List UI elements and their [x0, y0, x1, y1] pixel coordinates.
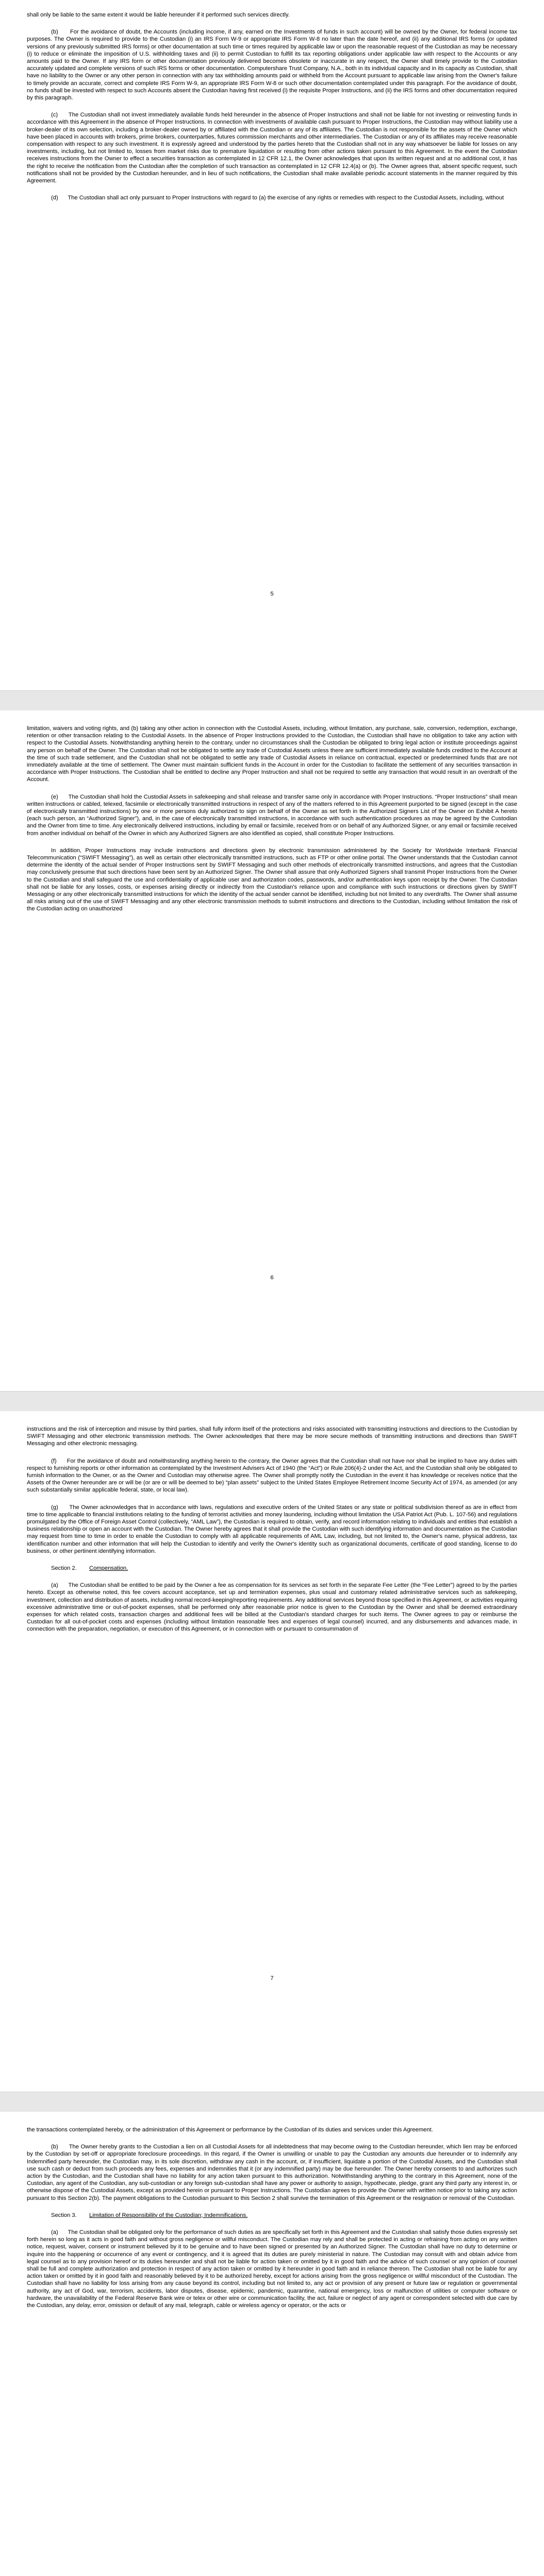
paragraph-e: (e) The Custodian shall hold the Custodial Assets in safekeeping and shall release and transfer same only in accordance with Proper Instructions. “Proper Instructions” shall mean written instructions or cabled, telexed, facsimile or electronically transmitted instructions in respect of any of the matters referred to in this Agreement purported to be signed (except in the case of electronically transmitted instructions) by one or more persons duly authorized to sign on behalf of the Owner as set forth in the Authorized Signers List of the Owner on Exhibit A hereto (each such person, an “Authorized Signer”), and, in the case of electronically transmitted instructions, in accordance with such authentication procedures as may be agreed by the Custodian and the Owner from time to time. Any electronically delivered instructions, including by email or facsimile, received from or on behalf of any Authorized Signer, or any email or facsimile received from another individual on behalf of the Owner in which any Authorized Signers are also identified as copied, shall constitute Proper Instructions.	[27, 793, 517, 837]
section-title: Compensation.	[89, 1565, 128, 1572]
section-title: Limitation of Responsibility of the Custodian; Indemnifications.	[89, 2212, 248, 2218]
page-break	[0, 690, 544, 711]
document-page-6	[0, 710, 544, 1391]
paragraph-b: (b) The Owner hereby grants to the Custodian a lien on all Custodial Assets for all indebtedness that may become owing to the Custodian hereunder, which lien may be enforced by the Custodian by set-off or appropriate foreclosure proceedings. In this regard, if the Owner is unwilling or unable to pay the Custodian any amounts due hereunder or to indemnify any Indemnified party hereunder, the Custodian may, in its sole discretion, withdraw any cash in the account, or, if insufficient, liquidate a portion of the Custodial Assets, and the Custodian shall use such cash or deduct from such proceeds any fees, expenses and indemnities that it (or any indemnified party) may be due hereunder. The Owner hereby consents to and authorizes such action by the Custodian, and the Custodian shall have no liability for any action taken pursuant to this authorization. Notwithstanding anything to the contrary in this Agreement, none of the Custodian, any agent of the Custodian, any sub-custodian or any foreign sub-custodian shall have any power or authority to assign, hypothecate, pledge, grant any third party any interest in, or otherwise dispose of the Custodial Assets, except as provided herein or pursuant to Proper Instructions. The Custodian agrees to provide the Owner with written notice prior to taking any action pursuant to this Section 2(b). The payment obligations to the Custodian pursuant to this Section 2 shall survive the termination of this Agreement or the resignation or removal of the Custodian.	[27, 2144, 517, 2201]
paragraph: limitation, waivers and voting rights, and (b) taking any other action in connection with the Custodial Assets, including, without limitation, any purchase, sale, conversion, redemption, exchange, retention or other transaction relating to the Custodial Assets. In the absence of Proper Instructions provided to the Custodian, the Custodian shall have no obligation to take any action with respect to the Custodial Assets. Notwithstanding anything herein to the contrary, under no circumstances shall the Custodian be obligated to bring legal action or institute proceedings against any person on behalf of the Owner. The Custodian shall not be obligated to settle any trade of Custodial Assets unless there are sufficient immediately available funds credited to the Account at the time of such trade settlement, and the Custodian shall not be obligated to settle any trade of Custodial Assets in reliance on contractual, expected or predetermined funds that are not immediately available at the time of settlement. The Owner must maintain sufficient funds in the Account in order for the Custodian to facilitate the settlement of any securities transaction in accordance with Proper Instructions. The Custodian shall be entitled to decline any Proper Instruction and shall not be required to settle any transaction that would result in an overdraft of the Account.	[27, 725, 517, 783]
paragraph-a: (a) The Custodian shall be obligated only for the performance of such duties as are specifically set forth in this Agreement and the Custodian shall satisfy those duties expressly set forth herein so long as it acts in good faith and without gross negligence or willful misconduct. The Custodian may rely and shall be protected in acting or refraining from acting on any written notice, request, waiver, consent or instrument believed by it to be genuine and to have been signed or presented by an Authorized Signer. The Custodian shall have no duty to determine or inquire into the happening or occurrence of any event or contingency, and it is agreed that its duties are purely ministerial in nature. The Custodian may consult with and obtain advice from legal counsel as to any provision hereof or its duties hereunder and shall not be liable for action taken or omitted by it in good faith and the advice of such counsel or any opinion of counsel shall be full and complete authorization and protection in respect of any action taken or omitted by it hereunder in good faith and in reliance thereon. The Custodian shall not be liable for any action taken or omitted by it in good faith and reasonably believed by it to be authorized hereby, except for actions arising from the gross negligence or willful misconduct of the Custodian. The Custodian shall have no liability for loss arising from any cause beyond its control, including but not limited to, any act or provision of any present or future law or regulation or governmental authority, any act of God, war, terrorism, accidents, labor disputes, disease, epidemic, pandemic, quarantine, national emergency, loss or malfunction of utilities or computer software or hardware, the unavailability of the Federal Reserve Bank wire or telex or other wire or communication facility, the act, failure or neglect of any agent or correspondent selected with due care by the Custodian, any delay, error, omission or default of any mail, telegraph, cable or wireless agency or operator, or the acts or	[27, 2229, 517, 2309]
paragraph-g: (g) The Owner acknowledges that in accordance with laws, regulations and executive orders of the United States or any state or political subdivision thereof as are in effect from time to time applicable to financial institutions relating to the funding of terrorist activities and money laundering, including without limitation the USA Patriot Act (Pub. L. 107-56) and regulations promulgated by the Office of Foreign Asset Control (collectively, “AML Law”), the Custodian is required to obtain, verify, and record information relating to individuals and entities that establish a business relationship or open an account with the Custodian. The Owner hereby agrees that it shall provide the Custodian with such identifying information and documentation as the Custodian may request from time to time in order to enable the Custodian to comply with all applicable requirements of AML Law, including, but not limited to, the Owner's name, physical address, tax identification number and other information that will help the Custodian to identify and verify the Owner's identity such as organizational documents, certificate of good standing, license to do business, or other pertinent identifying information.	[27, 1504, 517, 1554]
section-number: Section 2.	[51, 1565, 77, 1572]
document-page-8	[0, 2112, 544, 2576]
section-number: Section 3.	[51, 2212, 77, 2218]
paragraph-a: (a) The Custodian shall be entitled to be paid by the Owner a fee as compensation for its services as set forth in the separate Fee Letter (the “Fee Letter”) agreed to by the parties hereto. Except as otherwise noted, this fee covers account acceptance, set up and termination expenses, plus usual and customary related administrative services such as safekeeping, investment, collection and distribution of assets, including normal record-keeping/reporting requirements. Any additional services beyond those specified in this Agreement, or activities requiring excessive administrative time or out-of-pocket expenses, shall be performed only after reasonable prior notice is given to the Custodian by the Owner and shall be deemed extraordinary expenses for which related costs, transaction charges and additional fees will be billed at the Custodian's standard charges for such items. The Owner agrees to pay or reimburse the Custodian for all out-of-pocket costs and expenses (including without limitation reasonable fees and expenses of legal counsel) incurred, and any disbursements and advances made, in connection with the preparation, negotiation, or execution of this Agreement, or in connection with or pursuant to consummation of	[27, 1582, 517, 1633]
paragraph-f: (f) For the avoidance of doubt and notwithstanding anything herein to the contrary, the Owner agrees that the Custodian shall not have nor shall be implied to have any duties with respect to furnishing reports or other information as contemplated by the Investment Advisers Act of 1940 (the “Act”) or Rule 206(4)-2 under the Act, and the Custodian shall only be obligated to furnish information to the Owner, or as the Owner and Custodian may otherwise agree. The Owner shall promptly notify the Custodian in the event it has knowledge or receives notice that the Assets of the Owner hereunder are or will be (or are or will be deemed to be) “plan assets” subject to the United States Employee Retirement Income Security Act of 1974, as amended (or any such substantially similar applicable federal, state, or local law).	[27, 1458, 517, 1494]
section-heading	[27, 1565, 517, 1572]
paragraph: instructions and the risk of interception and misuse by third parties, shall fully inform itself of the protections and risks associated with transmitting instructions and directions to the Custodian by SWIFT Messaging and other electronic transmission methods. The Owner acknowledges that there may be more secure methods of transmitting instructions and directions than SWIFT Messaging and other electronic messaging.	[27, 1426, 517, 1447]
paragraph: shall only be liable to the same extent it would be liable hereunder if it performed such services directly.	[27, 12, 290, 18]
paragraph-d: (d) The Custodian shall act only pursuant to Proper Instructions with regard to (a) the exercise of any rights or remedies with respect to the Custodial Assets, including, without	[51, 195, 504, 201]
page-number: 6	[270, 1275, 274, 1281]
paragraph: In addition, Proper Instructions may include instructions and directions given by electronic transmission administered by the Society for Worldwide Interbank Financial Telecommunication (“SWIFT Messaging”), as well as certain other electronically transmitted instructions, such as FTP or other online portal. The Owner understands that the Custodian cannot determine the identity of the actual sender of Proper Instructions sent by SWIFT Messaging and such other methods of electronically transmitted instructions, and agrees that the Custodian may conclusively presume that such directions have been sent by an Authorized Signer. The Owner shall assure that only Authorized Signers shall transmit Proper Instructions from the Owner to the Custodian and shall safeguard the use and confidentiality of applicable user and authorization codes, passwords, and/or authentication keys upon receipt by the Owner. The Custodian shall not be liable for any losses, costs, or expenses arising directly or indirectly from the Custodian's reliance upon and compliance with such instructions or directions given by SWIFT Messaging or any other electronically transmitted instructions for which the identity of the actual sender cannot be identified, including but not limited to any overdrafts. The Owner shall assume all risks arising out of the use of SWIFT Messaging and any other electronic transmission methods to submit instructions and directions to the Custodian, including without limitation the risk of the Custodian acting on unauthorized	[27, 847, 517, 912]
page-break	[0, 2092, 544, 2112]
page-number: 7	[270, 1975, 274, 1981]
document-page-5	[0, 0, 544, 696]
document-page-7	[0, 1411, 544, 2092]
section-heading	[27, 2212, 517, 2219]
page-number: 5	[270, 591, 274, 597]
paragraph-b: (b) For the avoidance of doubt, the Accounts (including income, if any, earned on the Investments of funds in such account) will be owned by the Owner, for federal income tax purposes. The Owner is required to provide to the Custodian (i) an IRS Form W-9 or appropriate IRS Form W-8 no later than the date hereof, and (ii) any additional IRS forms (or updated versions of any previously submitted IRS forms) or other documentation at such time or times required by applicable law or upon the reasonable request of the Custodian as may be necessary (i) to reduce or eliminate the imposition of U.S. withholding taxes and (ii) to permit Custodian to fulfill its tax reporting obligations under applicable law with respect to the Accounts or any amounts paid to the Owner. If any IRS form or other documentation previously delivered becomes obsolete or inaccurate in any respect, the Owner shall timely provide to the Custodian accurately updated and complete versions of such IRS forms or other documentation. Computershare Trust Company, N.A., both in its individual capacity and in its capacity as Custodian, shall have no liability to the Owner or any other person in connection with any tax withholding amounts paid or withheld from the Account pursuant to applicable law arising from the Owner's failure to timely provide an accurate, correct and complete IRS Form W-9, an appropriate IRS Form W-8 or such other documentation contemplated under this paragraph. For the avoidance of doubt, no funds shall be invested with respect to such Accounts absent the Custodian having first received (i) the requisite Proper Instructions, and (ii) the IRS forms and other documentation required by this paragraph.	[27, 29, 517, 101]
paragraph-c: (c) The Custodian shall not invest immediately available funds held hereunder in the absence of Proper Instructions and shall not be liable for not investing or reinvesting funds in accordance with this Agreement in the absence of Proper Instructions. In connection with investments of available cash pursuant to Proper Instructions, the Custodian may without liability use a broker-dealer of its own selection, including a broker-dealer owned by or affiliated with the Custodian or any of its affiliates. The Custodian is not responsible for the assets of the Owner which have been placed in accounts with brokers, prime brokers, counterparties, futures commission merchants and other intermediaries. The Custodian or any of its affiliates may receive reasonable compensation with respect to any such investment. It is expressly agreed and understood by the parties hereto that the Custodian shall not in any way whatsoever be liable for losses on any investments, including, but not limited to, losses from market risks due to premature liquidation or resulting from other actions taken pursuant to this Agreement. In the event the Custodian receives instructions from the Owner to effect a securities transaction as contemplated in 12 CFR 12.1, the Owner acknowledges that upon its written request and at no additional cost, it has the right to receive the notification from the Custodian after the completion of such transaction as contemplated in 12 CFR 12.4(a) or (b). The Owner agrees that, absent specific request, such notifications shall not be provided by the Custodian hereunder, and in lieu of such notifications, the Custodian shall make available periodic account statements in the manner required by this Agreement.	[27, 112, 517, 184]
page-break	[0, 1391, 544, 1412]
paragraph: the transactions contemplated hereby, or the administration of this Agreement or performance by the Custodian of its duties and services under this Agreement.	[27, 2127, 433, 2133]
